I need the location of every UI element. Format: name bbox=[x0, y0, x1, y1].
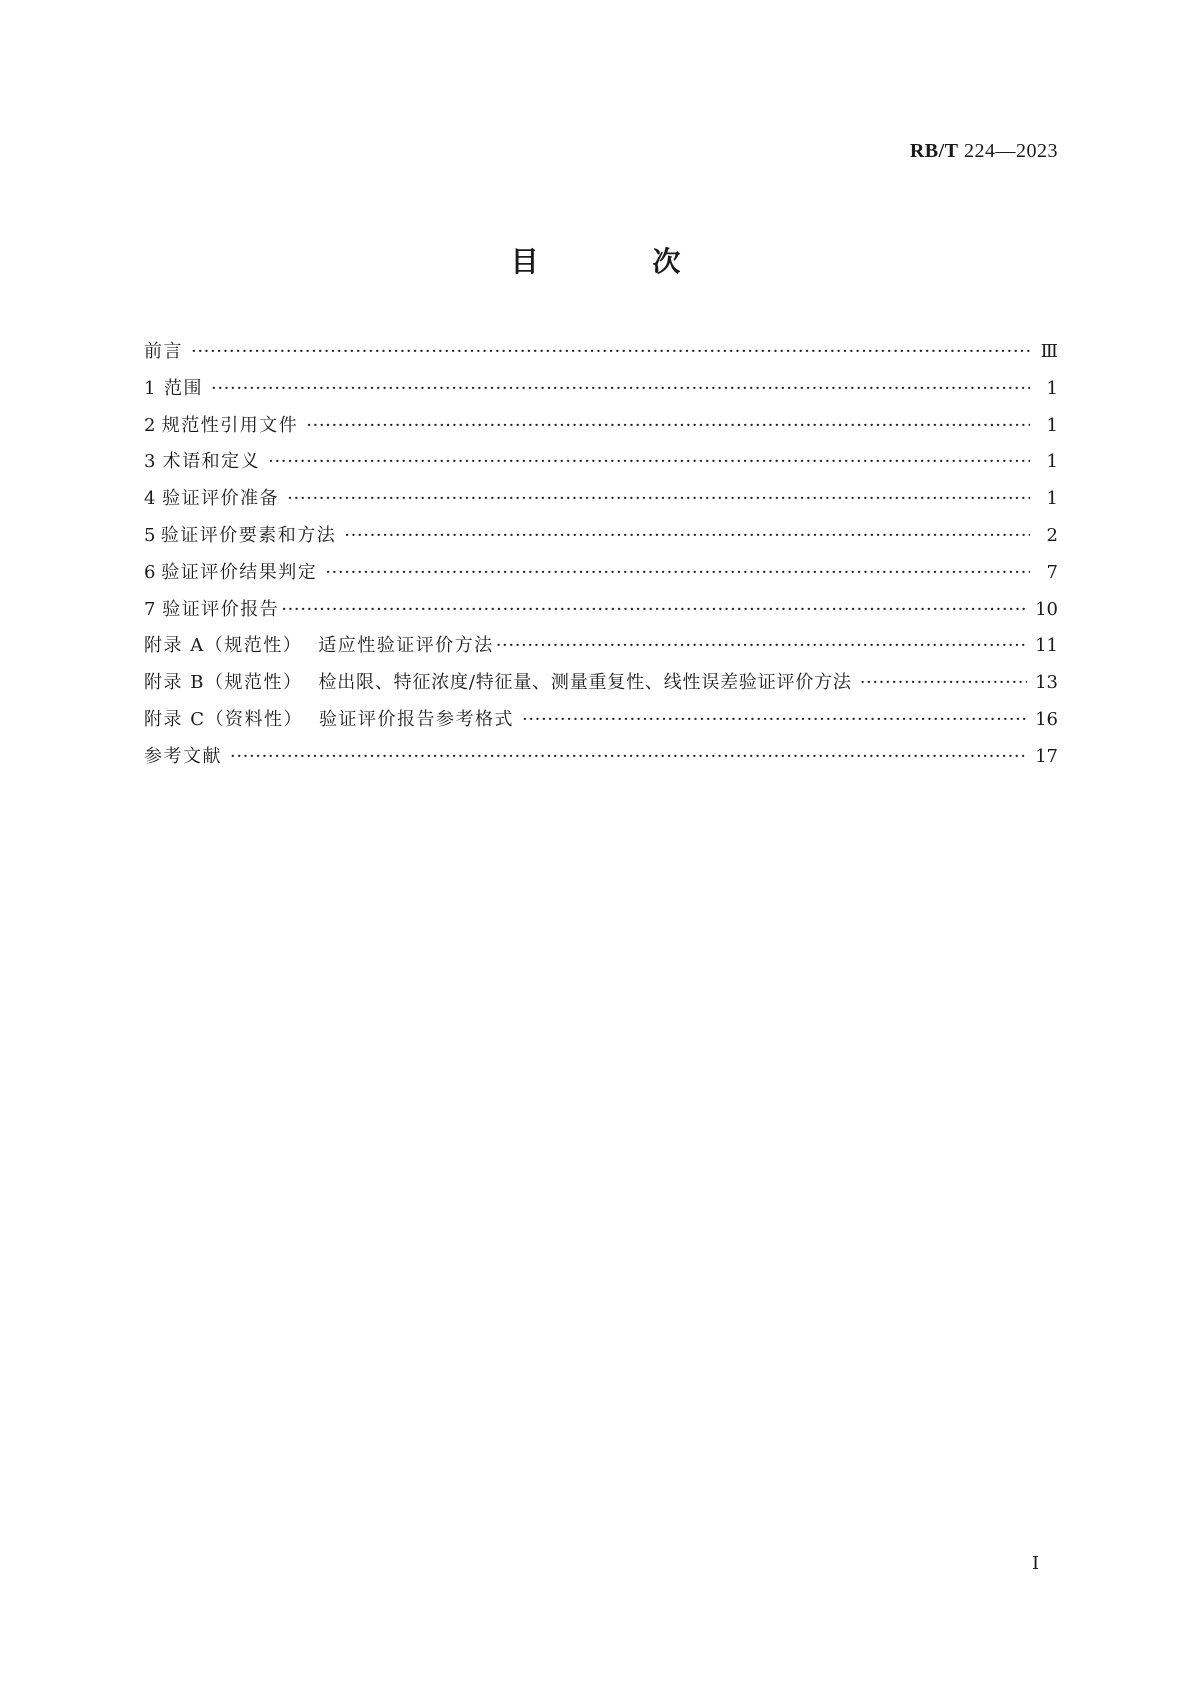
toc-item-foreword[interactable] bbox=[144, 337, 1058, 374]
toc-item-result-judgement[interactable] bbox=[144, 558, 1058, 595]
toc-item-page: 1 bbox=[1046, 451, 1058, 473]
toc-item-normative-references[interactable] bbox=[144, 411, 1058, 448]
dot-leader bbox=[344, 525, 1030, 546]
dot-leader bbox=[306, 415, 1030, 436]
toc-item-label: 验证评价结果判定 bbox=[161, 561, 318, 583]
toc-item-number: 6 bbox=[144, 561, 156, 583]
toc-item-number: 7 bbox=[144, 598, 156, 620]
standard-code bbox=[910, 140, 1058, 163]
dot-leader bbox=[211, 378, 1030, 399]
toc-item-label: 验证评价准备 bbox=[162, 488, 280, 510]
toc-item-label: 验证评价报告参考格式 bbox=[319, 708, 514, 730]
toc-item-page: 10 bbox=[1035, 598, 1058, 620]
toc-item-elements-methods[interactable] bbox=[144, 521, 1058, 558]
dot-leader bbox=[191, 341, 1030, 362]
toc-item-label: 适应性验证评价方法 bbox=[318, 635, 494, 657]
toc-item-label: 检出限、特征浓度/特征量、测量重复性、线性误差验证评价方法 bbox=[318, 672, 852, 694]
dot-leader bbox=[268, 451, 1030, 472]
toc-item-annex-a[interactable] bbox=[144, 631, 1058, 668]
page-title: 目 次 bbox=[510, 245, 733, 278]
toc-item-page: 1 bbox=[1046, 488, 1058, 510]
toc-item-page: 16 bbox=[1035, 708, 1058, 730]
toc-item-preparation[interactable] bbox=[144, 484, 1058, 521]
dot-leader bbox=[325, 562, 1030, 583]
toc-item-annex-b[interactable] bbox=[144, 668, 1058, 705]
toc-item-scope[interactable] bbox=[144, 374, 1058, 411]
toc-item-page: 13 bbox=[1035, 672, 1058, 694]
toc-item-number: 1 bbox=[144, 377, 156, 399]
toc-item-bibliography[interactable] bbox=[144, 742, 1058, 779]
dot-leader bbox=[230, 746, 1027, 767]
toc-item-number: 3 bbox=[144, 451, 156, 473]
toc-item-page: 1 bbox=[1046, 414, 1058, 436]
toc-annex-tag: 附录 A（规范性） bbox=[144, 635, 303, 657]
toc-item-label: 验证评价报告 bbox=[162, 598, 280, 620]
toc-item-label: 验证评价要素和方法 bbox=[160, 524, 337, 546]
toc-item-page: 7 bbox=[1046, 561, 1058, 583]
dot-leader bbox=[522, 709, 1027, 730]
toc-item-number: 2 bbox=[144, 414, 156, 436]
toc-item-label: 范围 bbox=[164, 377, 204, 399]
dot-leader bbox=[281, 599, 1027, 620]
standard-code-prefix: RB/T bbox=[909, 140, 959, 162]
toc-item-annex-c[interactable] bbox=[144, 705, 1058, 742]
toc-item-number: 5 bbox=[144, 524, 156, 546]
toc-item-report[interactable] bbox=[144, 595, 1058, 632]
toc-item-label: 前言 bbox=[144, 341, 183, 362]
toc-item-terms[interactable] bbox=[144, 447, 1058, 484]
dot-leader bbox=[496, 635, 1027, 656]
toc-item-label: 术语和定义 bbox=[162, 451, 261, 473]
table-of-contents bbox=[144, 337, 1058, 779]
toc-annex-tag: 附录 C（资料性） bbox=[144, 708, 303, 730]
toc-item-page: 17 bbox=[1035, 745, 1058, 767]
dot-leader bbox=[860, 672, 1027, 693]
toc-item-label: 参考文献 bbox=[144, 745, 222, 767]
standard-code-number: 224—2023 bbox=[964, 140, 1058, 162]
toc-item-page: 1 bbox=[1046, 377, 1058, 399]
toc-annex-tag: 附录 B（规范性） bbox=[144, 672, 303, 694]
toc-item-page: 2 bbox=[1046, 524, 1058, 546]
toc-item-label: 规范性引用文件 bbox=[161, 414, 299, 436]
toc-item-page: Ⅲ bbox=[1040, 341, 1058, 362]
toc-item-number: 4 bbox=[144, 488, 156, 510]
dot-leader bbox=[287, 488, 1030, 509]
toc-item-page: 11 bbox=[1035, 635, 1058, 657]
page-number: Ⅰ bbox=[1032, 1553, 1040, 1574]
